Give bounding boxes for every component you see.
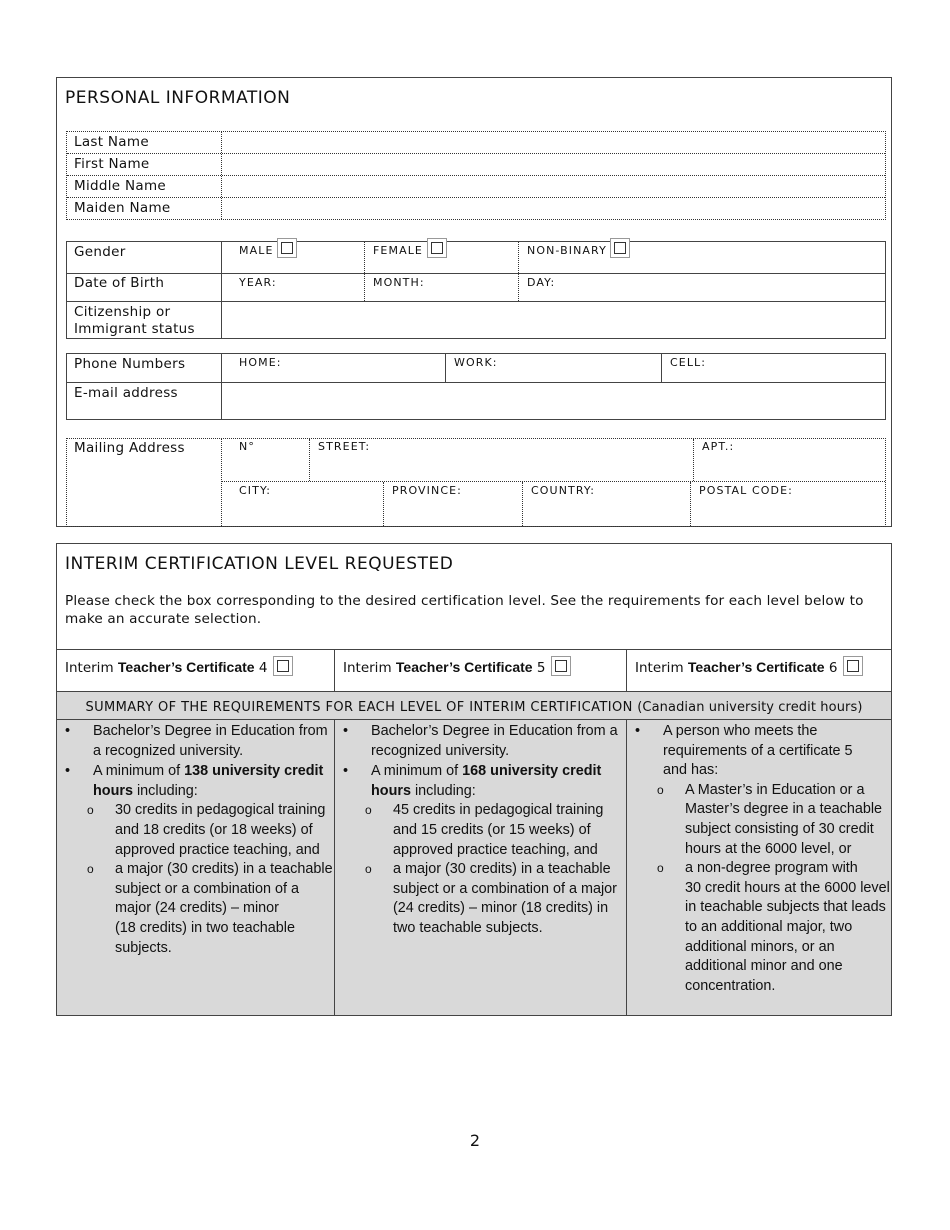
first-name-label: First Name [74, 156, 150, 172]
date-of-birth-label: Date of Birth [74, 275, 165, 291]
level-6-requirements: • A person who meets the requirements of a certificate 5 and has: o A Master’s in Education or a Master’s degree in a teachable subject consisting of 30 credit hours at the 6000 level, or o a non-degree program with 30 credit hours at the 6000 level in teachable subjects that leads to an additional major, two additional minors, or an additional minor and one concentration. [635, 723, 890, 994]
male-label: MALE [239, 244, 274, 257]
certificate-5-option[interactable]: Interim Teacher’s Certificate 5 [343, 659, 546, 676]
male-checkbox[interactable] [277, 238, 297, 258]
level-5-requirements: • Bachelor’s Degree in Education from a recognized university. • A minimum of 168 university credit hours including: o 45 credits in pedagogical training and 15 credits (or 15 weeks) of approved practice teaching, and o a major (30 credits) in a teachable subject or a combination of a major (24 credits) – minor (18 credits) in two teachable subjects. [343, 723, 618, 936]
interim-certification-section [56, 543, 892, 1016]
dob-day-field[interactable]: DAY: [527, 276, 556, 289]
apartment-field[interactable]: APT.: [702, 440, 735, 453]
middle-name-field[interactable] [223, 176, 885, 197]
personal-information-title: PERSONAL INFORMATION [65, 88, 291, 108]
certificate-6-option[interactable]: Interim Teacher’s Certificate 6 [635, 659, 838, 676]
street-number-field[interactable]: N° [239, 440, 255, 453]
certificate-4-option[interactable]: Interim Teacher’s Certificate 4 [65, 659, 268, 676]
phone-home-field[interactable]: HOME: [239, 356, 282, 369]
first-name-field[interactable] [223, 154, 885, 175]
interim-certification-title: INTERIM CERTIFICATION LEVEL REQUESTED [65, 554, 454, 574]
phone-cell-field[interactable]: CELL: [670, 356, 707, 369]
last-name-label: Last Name [74, 134, 149, 150]
female-checkbox[interactable] [427, 238, 447, 258]
province-field[interactable]: PROVINCE: [392, 484, 462, 497]
citizenship-label-line1: Citizenship or [74, 304, 171, 320]
city-field[interactable]: CITY: [239, 484, 272, 497]
maiden-name-field[interactable] [223, 198, 885, 219]
instruction-text: Please check the box corresponding to the desired certification level. See the requirements for each level below to make an accurate selection. [65, 593, 864, 627]
certificate-6-checkbox[interactable] [843, 656, 863, 676]
citizenship-field[interactable] [223, 302, 885, 338]
street-field[interactable]: STREET: [318, 440, 371, 453]
certificate-4-checkbox[interactable] [273, 656, 293, 676]
level-4-requirements: • Bachelor’s Degree in Education from a recognized university. • A minimum of 138 university credit hours including: o 30 credits in pedagogical training and 18 credits (or 18 weeks) of approved practice teaching, and o a major (30 credits) in a teachable subject or a combination of a major (24 credits) – minor (18 credits) in two teachable subjects. [65, 723, 333, 956]
gender-label: Gender [74, 244, 126, 260]
middle-name-label: Middle Name [74, 178, 167, 194]
phone-email-table [66, 353, 886, 420]
female-label: FEMALE [373, 244, 423, 257]
dob-year-field[interactable]: YEAR: [239, 276, 277, 289]
non-binary-checkbox[interactable] [610, 238, 630, 258]
non-binary-label: NON-BINARY [527, 244, 607, 257]
last-name-field[interactable] [223, 132, 885, 153]
phone-work-field[interactable]: WORK: [454, 356, 498, 369]
gender-dob-table [66, 241, 886, 339]
citizenship-label-line2: Immigrant status [74, 321, 195, 337]
email-field[interactable] [223, 383, 885, 419]
personal-information-section [56, 77, 892, 527]
phone-numbers-label: Phone Numbers [74, 356, 186, 372]
mailing-address-label: Mailing Address [74, 440, 185, 456]
country-field[interactable]: COUNTRY: [531, 484, 596, 497]
summary-header: SUMMARY OF THE REQUIREMENTS FOR EACH LEVEL OF INTERIM CERTIFICATION (Canadian university credit hours) [85, 700, 863, 715]
page-number: 2 [469, 1131, 481, 1150]
dob-month-field[interactable]: MONTH: [373, 276, 425, 289]
email-label: E-mail address [74, 385, 178, 401]
name-table [66, 131, 886, 220]
postal-code-field[interactable]: POSTAL CODE: [699, 484, 793, 497]
certificate-5-checkbox[interactable] [551, 656, 571, 676]
mailing-address-table [66, 438, 886, 527]
maiden-name-label: Maiden Name [74, 200, 171, 216]
